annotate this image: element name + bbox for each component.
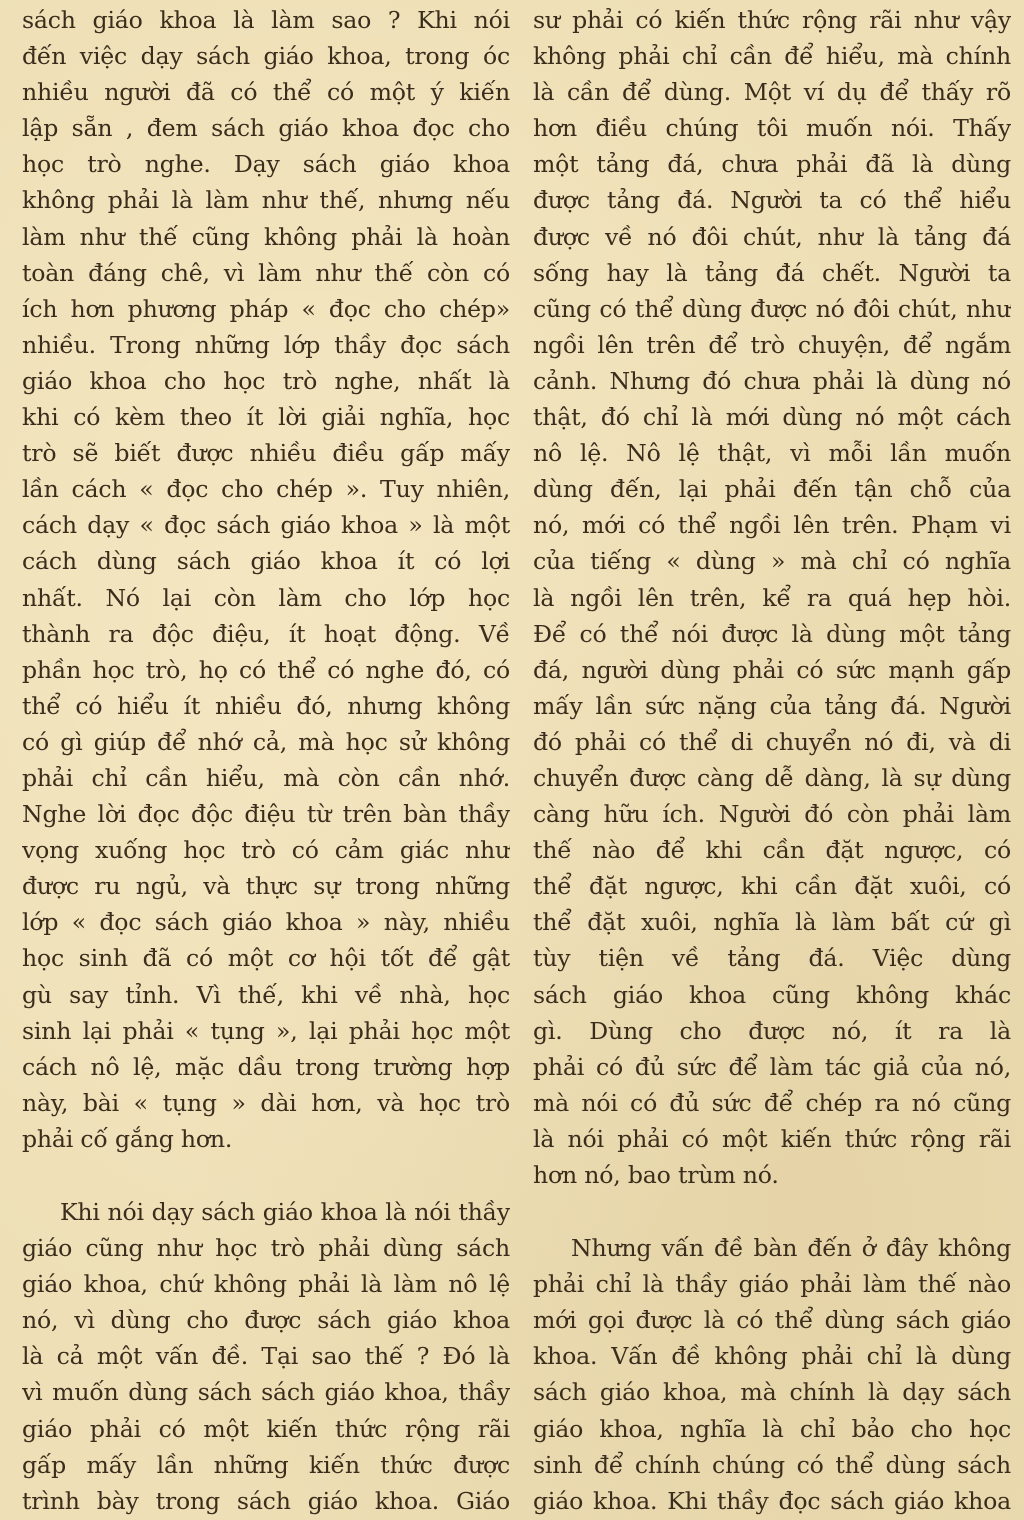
text-line: giáo khoa, nghĩa là chỉ bảo cho học xyxy=(533,1414,1011,1443)
text-line: vọng xuống học trò có cảm giác như xyxy=(22,836,510,865)
text-line: gấp mấy lần những kiến thức được xyxy=(22,1450,510,1479)
text-line: sống hay là tảng đá chết. Người ta xyxy=(533,258,1011,287)
right-column xyxy=(533,2,1011,1519)
text-line: ích hơn phương pháp « đọc cho chép» xyxy=(22,294,510,323)
text-line: được tảng đá. Người ta có thể hiểu xyxy=(533,186,1011,215)
text-line: ngồi lên trên để trò chuyện, để ngắm xyxy=(533,330,1011,359)
text-line: phần học trò, họ có thể có nghe đó, có xyxy=(22,655,510,684)
text-line: giáo phải có một kiến thức rộng rãi xyxy=(22,1414,510,1443)
text-line: cách nô lệ, mặc dầu trong trường hợp xyxy=(22,1052,510,1081)
text-line: này, bài « tụng » dài hơn, và học trò xyxy=(22,1088,510,1117)
text-line: giáo cũng như học trò phải dùng sách xyxy=(22,1234,510,1263)
text-line: làm như thế cũng không phải là hoàn xyxy=(22,222,510,251)
text-line: khi có kèm theo ít lời giải nghĩa, học xyxy=(22,403,510,432)
text-line: thể đặt xuôi, nghĩa là làm bất cứ gì xyxy=(533,908,1011,937)
text-line: được về nó đôi chút, như là tảng đá xyxy=(533,222,1011,251)
text-line: lập sẵn , đem sách giáo khoa đọc cho xyxy=(22,114,510,143)
text-line: thế nào để khi cần đặt ngược, có xyxy=(533,836,1011,865)
left-paragraph-2 xyxy=(22,1194,510,1519)
text-line: Để có thể nói được là dùng một tảng xyxy=(533,619,1011,648)
text-line: gì. Dùng cho được nó, ít ra là xyxy=(533,1016,1011,1045)
text-line: sách giáo khoa, mà chính là dạy sách xyxy=(533,1378,1011,1407)
text-line: là nói phải có một kiến thức rộng rãi xyxy=(533,1124,1011,1153)
text-line: là ngồi lên trên, kể ra quá hẹp hòi. xyxy=(533,583,1011,612)
text-line: học sinh đã có một cơ hội tốt để gật xyxy=(22,944,510,973)
text-line: hơn nó, bao trùm nó. xyxy=(533,1161,779,1189)
text-line: cảnh. Nhưng đó chưa phải là dùng nó xyxy=(533,366,1011,395)
text-line: là cả một vấn đề. Tại sao thế ? Đó là xyxy=(22,1342,510,1371)
text-line: phải chỉ là thầy giáo phải làm thế nào xyxy=(533,1270,1011,1299)
text-line: mới gọi được là có thể dùng sách giáo xyxy=(533,1306,1011,1335)
text-line: nô lệ. Nô lệ thật, vì mỗi lần muốn xyxy=(533,439,1011,468)
text-line: đá, người dùng phải có sức mạnh gấp xyxy=(533,655,1011,684)
left-paragraph-1 xyxy=(22,2,510,1157)
text-line: đến việc dạy sách giáo khoa, trong óc xyxy=(22,42,510,71)
text-line: Nhưng vấn đề bàn đến ở đây không xyxy=(571,1234,1011,1263)
text-line: phải có đủ sức để làm tác giả của nó, xyxy=(533,1052,1011,1081)
text-line: nhiều người đã có thể có một ý kiến xyxy=(22,78,510,107)
text-line: một tảng đá, chưa phải đã là dùng xyxy=(533,150,1011,179)
text-line: nó, vì dùng cho được sách giáo khoa xyxy=(22,1306,510,1335)
text-line: trò sẽ biết được nhiều điều gấp mấy xyxy=(22,439,510,468)
text-line: đó phải có thể di chuyển nó đi, và di xyxy=(533,727,1011,756)
text-line: có gì giúp để nhớ cả, mà học sử không xyxy=(22,727,510,756)
text-line: trình bày trong sách giáo khoa. Giáo xyxy=(22,1486,510,1515)
left-column xyxy=(22,2,510,1519)
text-line: sinh để chính chúng có thể dùng sách xyxy=(533,1450,1011,1479)
text-line: mấy lần sức nặng của tảng đá. Người xyxy=(533,691,1011,720)
text-line: sách giáo khoa cũng không khác xyxy=(533,980,1011,1009)
text-line: nó, mới có thể ngồi lên trên. Phạm vi xyxy=(533,511,1011,540)
text-line: Nghe lời đọc độc điệu từ trên bàn thầy xyxy=(22,800,510,829)
text-line: thật, đó chỉ là mới dùng nó một cách xyxy=(533,403,1011,432)
text-line: tùy tiện về tảng đá. Việc dùng xyxy=(533,944,1011,973)
text-line: là cần để dùng. Một ví dụ để thấy rõ xyxy=(533,78,1011,107)
text-line: toàn đáng chê, vì làm như thế còn có xyxy=(22,258,510,287)
text-line: càng hữu ích. Người đó còn phải làm xyxy=(533,800,1011,829)
text-line: giáo khoa cho học trò nghe, nhất là xyxy=(22,366,510,395)
text-line: được ru ngủ, và thực sự trong những xyxy=(22,872,510,901)
text-line: sách giáo khoa là làm sao ? Khi nói xyxy=(22,6,510,34)
text-line: cách dùng sách giáo khoa ít có lợi xyxy=(22,547,510,576)
text-line: thể đặt ngược, khi cần đặt xuôi, có xyxy=(533,872,1011,901)
text-line: mà nói có đủ sức để chép ra nó cũng xyxy=(533,1088,1011,1117)
text-line: cũng có thể dùng được nó đôi chút, như xyxy=(533,294,1011,323)
text-line: Khi nói dạy sách giáo khoa là nói thầy xyxy=(60,1198,510,1226)
text-line: giáo khoa, chứ không phải là làm nô lệ xyxy=(22,1270,510,1299)
text-line: hơn điều chúng tôi muốn nói. Thấy xyxy=(533,114,1011,143)
text-line: không phải là làm như thế, nhưng nếu xyxy=(22,186,510,215)
text-line: gù say tỉnh. Vì thế, khi về nhà, học xyxy=(22,980,510,1009)
text-line: vì muốn dùng sách sách giáo khoa, thầy xyxy=(22,1378,510,1407)
text-line: khoa. Vấn đề không phải chỉ là dùng xyxy=(533,1342,1011,1371)
text-line: học trò nghe. Dạy sách giáo khoa xyxy=(22,150,510,179)
text-line: sinh lại phải « tụng », lại phải học một xyxy=(22,1016,510,1045)
text-line: cách dạy « đọc sách giáo khoa » là một xyxy=(22,511,510,540)
text-line: phải chỉ cần hiểu, mà còn cần nhớ. xyxy=(22,763,510,792)
text-line: của tiếng « dùng » mà chỉ có nghĩa xyxy=(533,547,1011,576)
text-line: giáo khoa. Khi thầy đọc sách giáo khoa xyxy=(533,1486,1011,1515)
text-line: lần cách « đọc cho chép ». Tuy nhiên, xyxy=(22,475,510,504)
text-line: sư phải có kiến thức rộng rãi như vậy xyxy=(533,6,1011,34)
right-paragraph-1 xyxy=(533,2,1011,1193)
right-paragraph-2 xyxy=(533,1230,1011,1519)
text-line: phải cố gắng hơn. xyxy=(22,1124,233,1153)
text-line: không phải chỉ cần để hiểu, mà chính xyxy=(533,42,1011,71)
text-line: nhiều. Trong những lớp thầy đọc sách xyxy=(22,330,510,359)
text-line: thành ra độc điệu, ít hoạt động. Về xyxy=(22,619,510,648)
text-line: dùng đến, lại phải đến tận chỗ của xyxy=(533,475,1011,504)
text-line: lớp « đọc sách giáo khoa » này, nhiều xyxy=(22,908,510,937)
text-line: chuyển được càng dễ dàng, là sự dùng xyxy=(533,763,1011,792)
text-line: nhất. Nó lại còn làm cho lớp học xyxy=(22,583,510,612)
text-line: thể có hiểu ít nhiều đó, nhưng không xyxy=(22,691,510,720)
